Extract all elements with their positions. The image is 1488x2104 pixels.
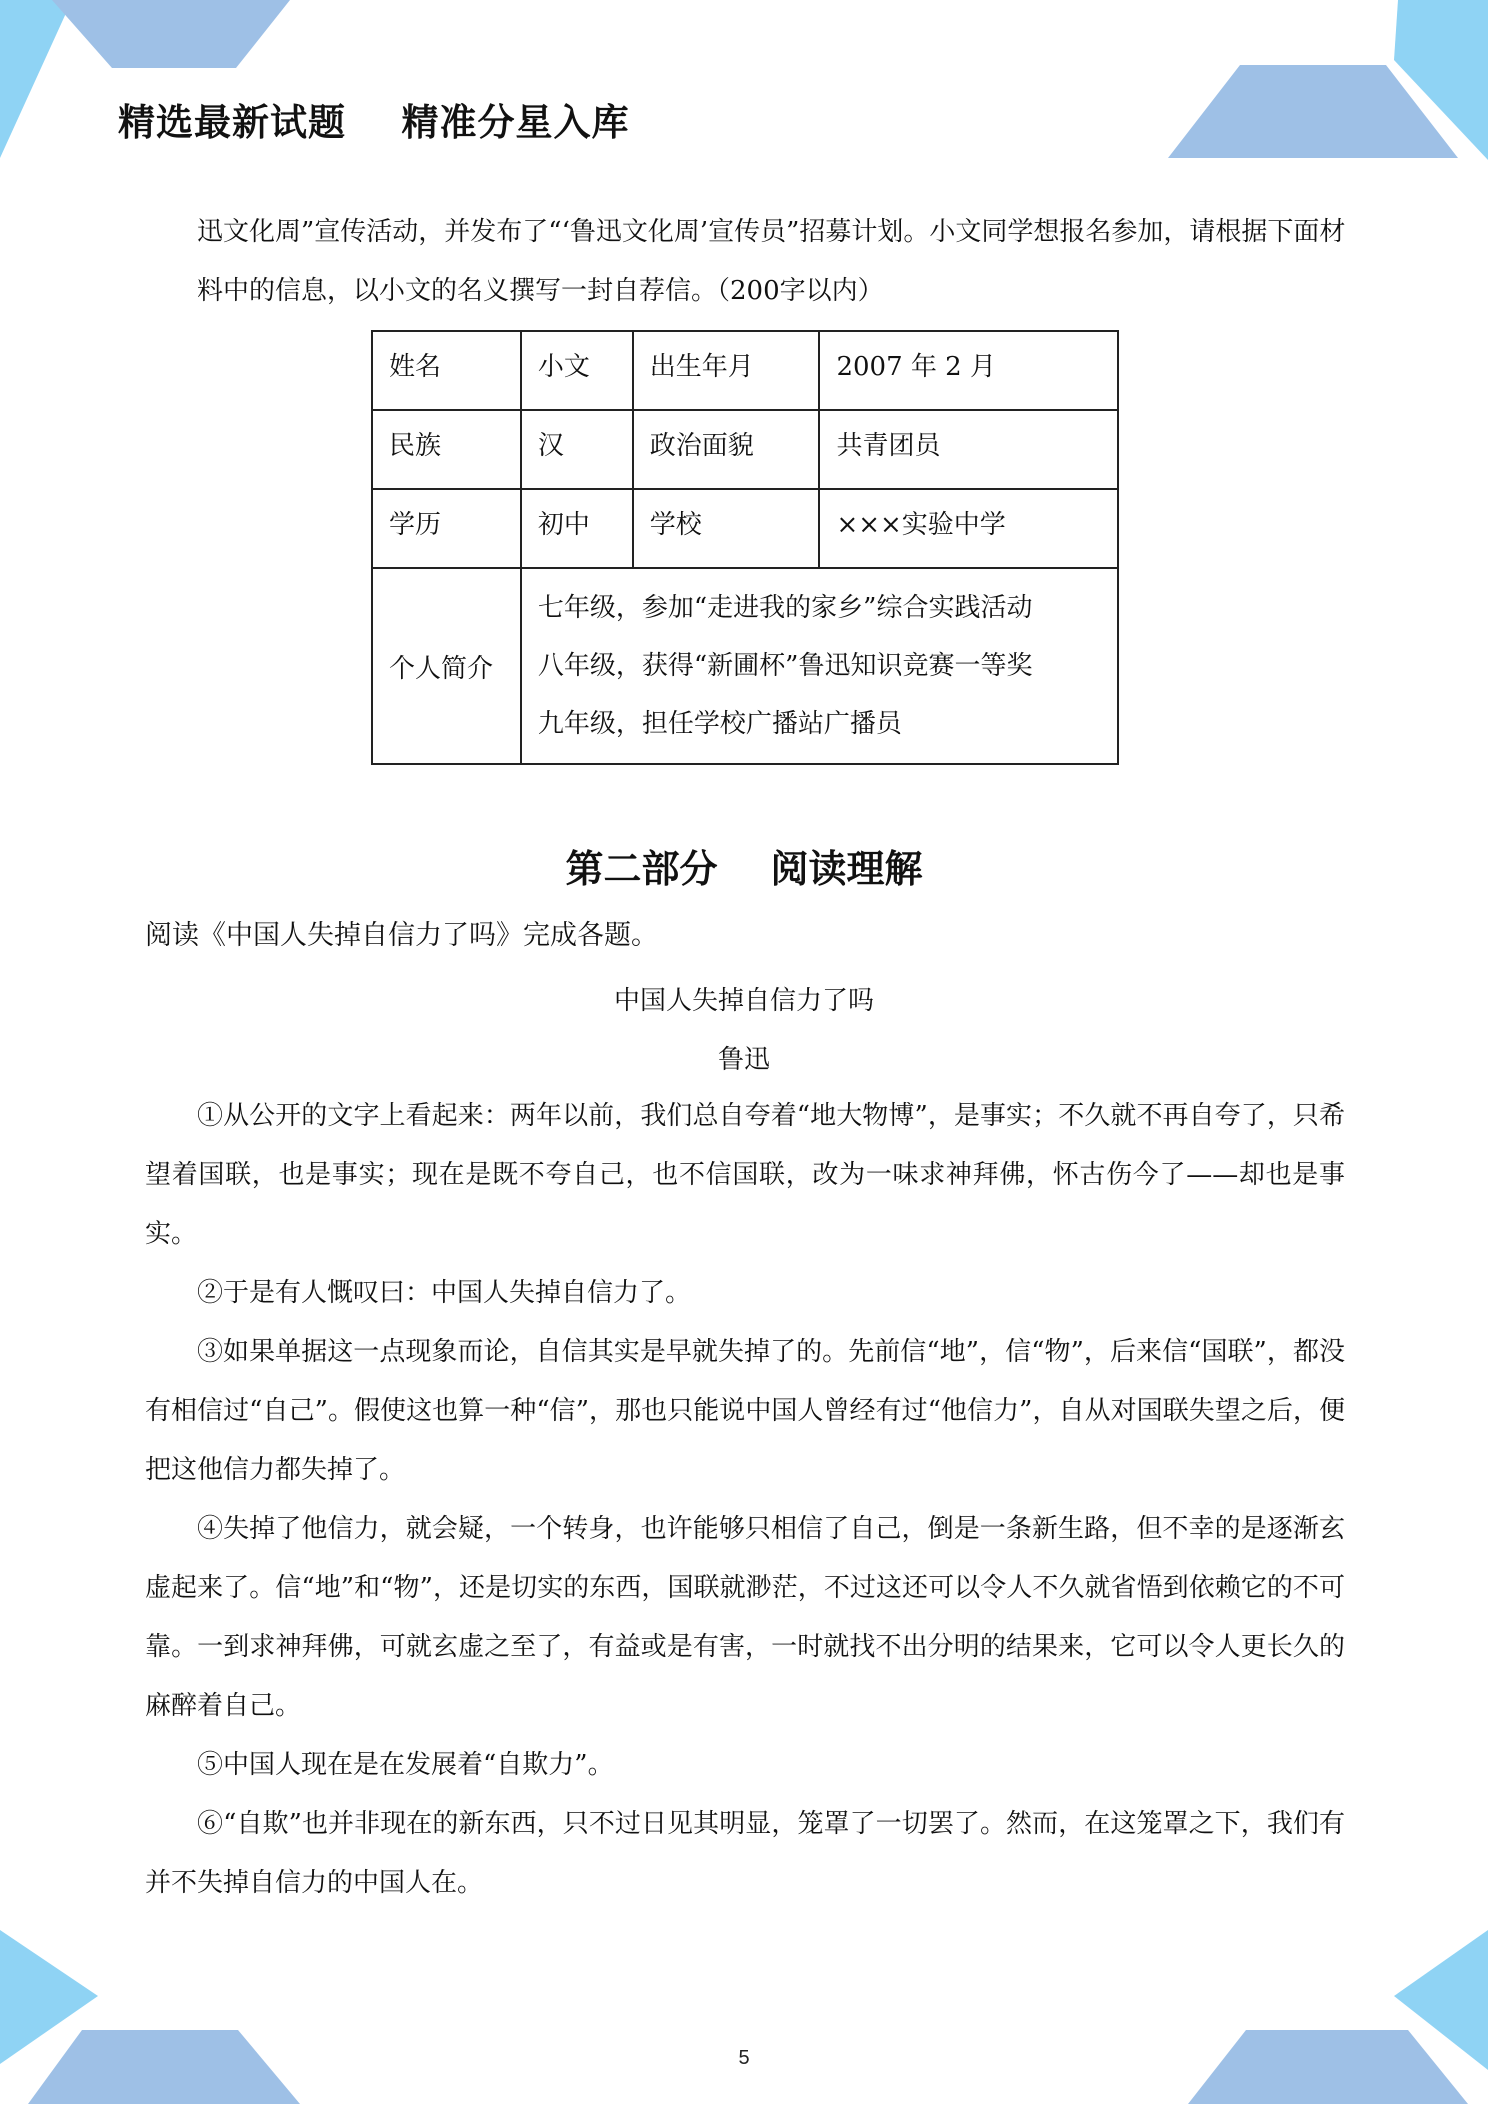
- table-row: [372, 410, 1118, 489]
- article-paragraph: ⑤中国人现在是在发展着“自欺力”。: [197, 1750, 614, 1780]
- table-cell: 共青团员: [819, 410, 1118, 489]
- question-intro: 迅文化周”宣传活动，并发布了“‘鲁迅文化周’宣传员”招募计划。小文同学想报名参加，请根据下面材料中的信息，以小文的名义撰写一封自荐信。（200字以内）: [197, 217, 1346, 306]
- table-row: [372, 331, 1118, 410]
- header-title: 精选最新试题 精准分星入库: [118, 101, 630, 144]
- article-paragraph: ②于是有人慨叹曰：中国人失掉自信力了。: [197, 1278, 692, 1308]
- table-cell: 民族: [372, 410, 521, 489]
- page-number: 5: [738, 2047, 750, 2069]
- table-row: [372, 489, 1118, 568]
- table-cell: 学历: [372, 489, 521, 568]
- article-paragraph: ⑥“自欺”也并非现在的新东西，只不过日见其明显，笼罩了一切罢了。然而，在这笼罩之下，我们有并不失掉自信力的中国人在。: [145, 1809, 1345, 1898]
- corner-decoration-bottom-left: [0, 1930, 320, 2104]
- article-author: 鲁迅: [717, 1045, 770, 1075]
- reading-instruction: 阅读《中国人失掉自信力了吗》完成各题。: [145, 920, 658, 951]
- table-cell: 小文: [521, 331, 633, 410]
- personal-info-table: [371, 330, 1119, 765]
- table-cell: 初中: [521, 489, 633, 568]
- article-title: 中国人失掉自信力了吗: [613, 986, 874, 1016]
- corner-decoration-bottom-right: [1168, 1930, 1488, 2104]
- bio-line: 九年级，担任学校广播站广播员: [537, 709, 902, 739]
- article-body: [145, 1087, 1345, 1913]
- table-cell: 学校: [633, 489, 820, 568]
- bio-line: 七年级，参加“走进我的家乡”综合实践活动: [537, 593, 1033, 623]
- article-paragraph: ③如果单据这一点现象而论，自信其实是早就失掉了的。先前信“地”，信“物”，后来信“国联”，都没有相信过“自己”。假使这也算一种“信”，那也只能说中国人曾经有过“他信力”，自从对国联失望之后，便把这他信力都失掉了。: [145, 1337, 1345, 1485]
- article-paragraph: ④失掉了他信力，就会疑，一个转身，也许能够只相信了自己，倒是一条新生路，但不幸的是逐渐玄虚起来了。信“地”和“物”，还是切实的东西，国联就渺茫，不过这还可以令人不久就省悟到依赖它的不可靠。一到求神拜佛，可就玄虚之至了，有益或是有害，一时就找不出分明的结果来，它可以令人更长久的麻醉着自己。: [145, 1514, 1345, 1721]
- table-cell: 政治面貌: [633, 410, 820, 489]
- table-cell: 姓名: [372, 331, 521, 410]
- article-paragraph: ①从公开的文字上看起来：两年以前，我们总自夸着“地大物博”，是事实；不久就不再自夸了，只希望着国联，也是事实；现在是既不夸自己，也不信国联，改为一味求神拜佛，怀古伤今了——却也是事实。: [145, 1101, 1345, 1249]
- table-cell: 2007 年 2 月: [819, 331, 1118, 410]
- bio-label: 个人简介: [372, 568, 521, 764]
- table-cell: 汉: [521, 410, 633, 489]
- table-cell: 出生年月: [633, 331, 820, 410]
- corner-decoration-top-right: [1168, 0, 1488, 165]
- bio-line: 八年级，获得“新圃杯”鲁迅知识竞赛一等奖: [537, 651, 1033, 681]
- section-title: 第二部分 阅读理解: [565, 847, 923, 891]
- table-row-bio: [372, 568, 1118, 764]
- table-cell: ×××实验中学: [819, 489, 1118, 568]
- bio-cell: [521, 568, 1118, 764]
